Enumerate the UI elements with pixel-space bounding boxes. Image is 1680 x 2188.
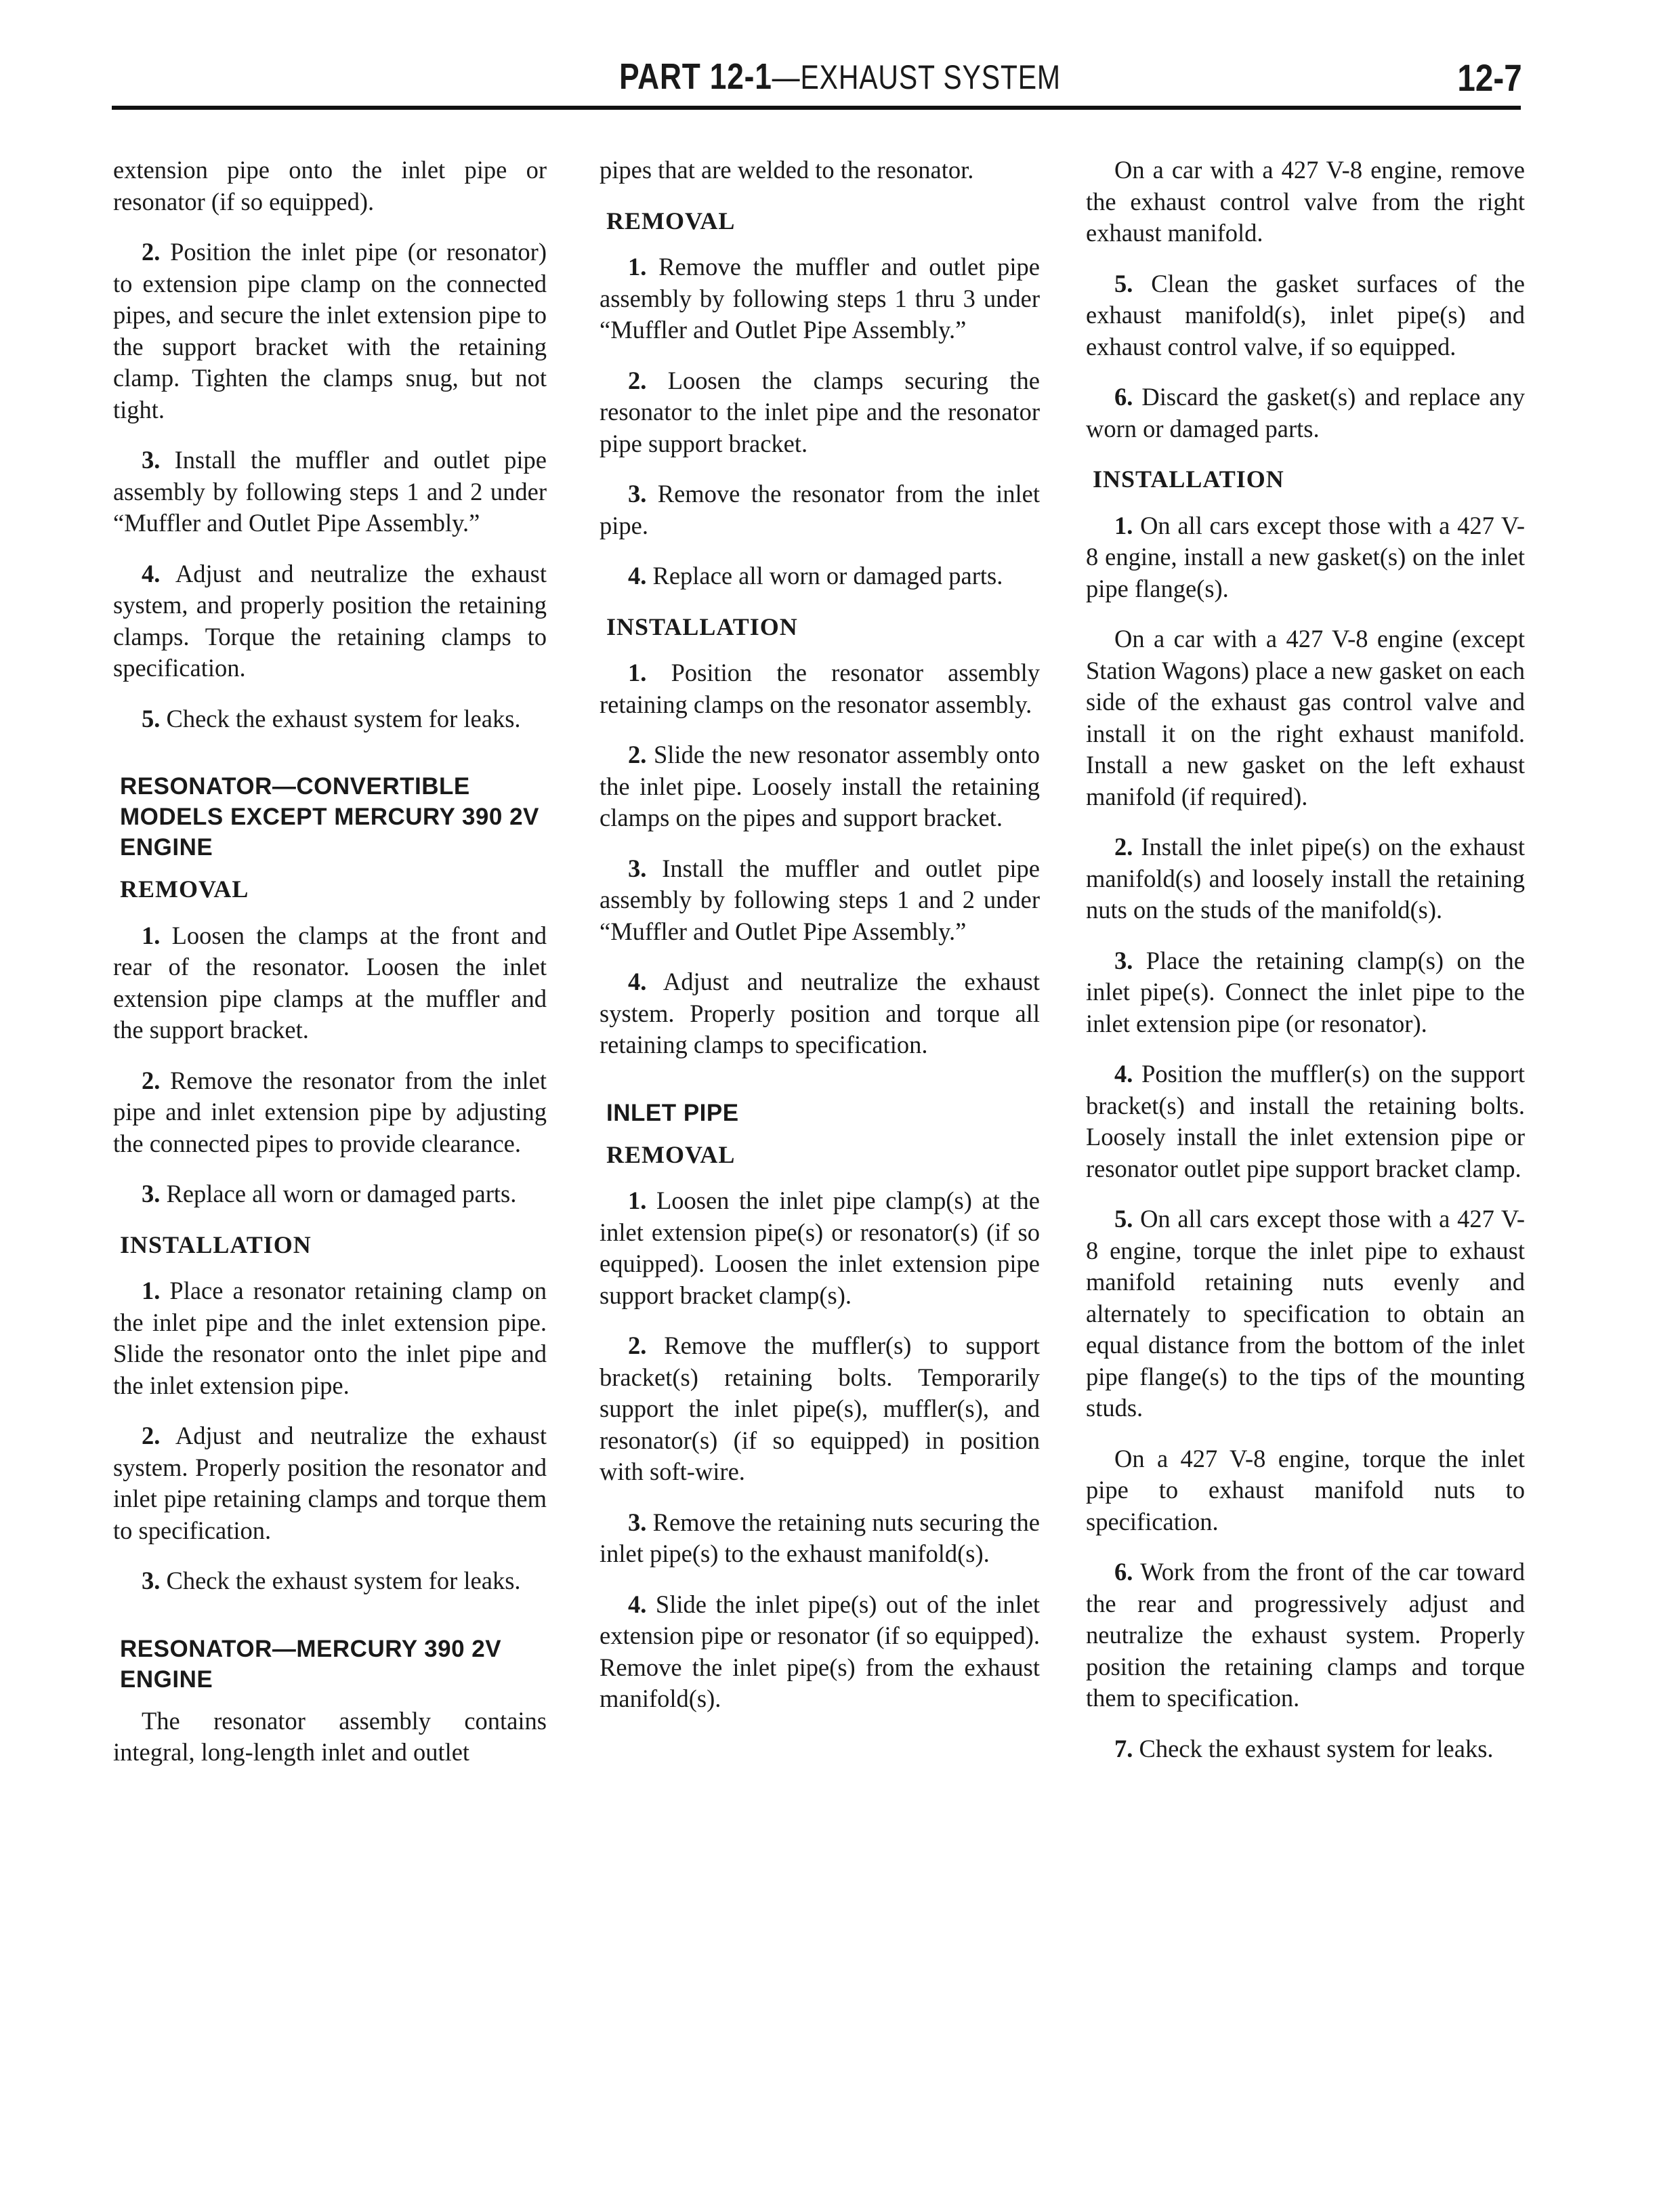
column-left: [113, 154, 547, 1788]
step-number: 3.: [142, 1180, 161, 1207]
section-heading: INLET PIPE: [606, 1099, 739, 1126]
subsection-heading: REMOVAL: [120, 875, 249, 903]
paragraph-text: Check the exhaust system for leaks.: [166, 704, 521, 732]
paragraph-text: Slide the new resonator assembly onto the inlet pipe. Loosely install the retaining clamps on the pipes and support bracket.: [600, 741, 1040, 831]
part-number: PART 12-1: [619, 56, 772, 97]
paragraph-text: The resonator assembly contains integral, long-length inlet and outlet: [113, 1706, 547, 1766]
subsection-heading: INSTALLATION: [1093, 466, 1284, 493]
step-number: 3.: [142, 446, 161, 474]
step-number: 2.: [142, 1066, 161, 1094]
paragraph-text: Check the exhaust system for leaks.: [1139, 1734, 1494, 1762]
section-heading: RESONATOR—MERCURY 390 2V ENGINE: [120, 1635, 502, 1693]
step-number: 4.: [1114, 1060, 1133, 1088]
numbered-step: [113, 236, 547, 426]
numbered-step: [113, 703, 547, 735]
paragraph-text: Install the muffler and outlet pipe assembly by following steps 1 and 2 under “Muffler and Outlet Pipe Assembly.”: [600, 854, 1040, 945]
column-middle: [600, 154, 1040, 1734]
numbered-step: [113, 1275, 547, 1401]
numbered-step: [600, 251, 1040, 346]
paragraph-text: pipes that are welded to the resonator.: [600, 156, 974, 184]
step-number: 1.: [142, 1277, 161, 1304]
step-number: 3.: [142, 1567, 161, 1594]
page-number: 12-7: [1457, 56, 1522, 99]
paragraph-text: Check the exhaust system for leaks.: [166, 1567, 521, 1594]
numbered-step: [1086, 268, 1525, 363]
paragraph-text: On a 427 V-8 engine, torque the inlet pipe to exhaust manifold nuts to specification.: [1086, 1444, 1525, 1535]
paragraph-text: Adjust and neutralize the exhaust system. Properly position and torque all retaining clamps to specification.: [600, 968, 1040, 1058]
paragraph: [1086, 623, 1525, 812]
paragraph-text: Position the inlet pipe (or resonator) to extension pipe clamp on the connected pipes, and secure the inlet extension pipe to the support bracket with the retaining clamp. Tighten the clamps snug, but not tight.: [113, 238, 547, 424]
step-number: 2.: [628, 1332, 647, 1359]
header-dash: —: [772, 58, 801, 96]
step-number: 3.: [628, 480, 647, 508]
step-number: 5.: [142, 704, 161, 732]
paragraph-text: Install the muffler and outlet pipe assembly by following steps 1 and 2 under “Muffler and Outlet Pipe Assembly.”: [113, 446, 547, 537]
numbered-step: [600, 739, 1040, 834]
step-number: 2.: [628, 366, 647, 394]
numbered-step: [600, 1330, 1040, 1488]
numbered-step: [113, 558, 547, 684]
page-header-title: [151, 56, 1529, 98]
paragraph-text: Loosen the clamps securing the resonator to the inlet pipe and the resonator pipe support bracket.: [600, 366, 1040, 457]
numbered-step: [1086, 381, 1525, 445]
paragraph-text: Adjust and neutralize the exhaust system. Properly position the resonator and inlet pipe retaining clamps and torque them to specification.: [113, 1422, 547, 1544]
numbered-step: [600, 365, 1040, 460]
paragraph-text: Remove the resonator from the inlet pipe.: [600, 480, 1041, 539]
step-number: 1.: [628, 659, 647, 686]
subsection-heading: INSTALLATION: [120, 1231, 312, 1258]
paragraph-text: Clean the gasket surfaces of the exhaust manifold(s), inlet pipe(s) and exhaust control valve, if so equipped.: [1086, 269, 1526, 360]
numbered-step: [600, 1185, 1040, 1311]
paragraph: [600, 154, 1040, 186]
numbered-step: [1086, 945, 1525, 1040]
step-number: 4.: [628, 968, 647, 995]
paragraph: [113, 1706, 547, 1769]
step-number: 6.: [1114, 1558, 1133, 1586]
numbered-step: [113, 920, 547, 1046]
paragraph-text: Position the muffler(s) on the support bracket(s) and install the retaining bolts. Loosely install the inlet extension pipe or resonator outlet pipe support bracket clamp.: [1086, 1060, 1525, 1182]
paragraph-text: Replace all worn or damaged parts.: [166, 1180, 517, 1207]
paragraph-text: Remove the muffler(s) to support bracket(s) retaining bolts. Temporarily support the inlet pipe(s), muffler(s), and resonator(s) (if so equipped) in position with soft-wire.: [600, 1332, 1041, 1485]
step-number: 3.: [1114, 946, 1133, 974]
numbered-step: [113, 1178, 547, 1210]
numbered-step: [1086, 510, 1525, 605]
paragraph-text: On a car with a 427 V-8 engine, remove the exhaust control valve from the right exhaust manifold.: [1086, 156, 1525, 247]
paragraph-text: Loosen the clamps at the front and rear of the resonator. Loosen the inlet extension pipe clamps at the muffler and the support bracket.: [113, 921, 547, 1044]
numbered-step: [113, 1420, 547, 1546]
paragraph-text: Place a resonator retaining clamp on the inlet pipe and the inlet extension pipe. Slide the resonator onto the inlet pipe and the inlet extension pipe.: [113, 1277, 547, 1399]
numbered-step: [113, 1065, 547, 1160]
paragraph-text: On all cars except those with a 427 V-8 engine, torque the inlet pipe to exhaust manifold retaining nuts evenly and alternately to specification to obtain an equal distance from the bottom of the inlet pipe flange(s) to the tips of the mounting studs.: [1086, 1205, 1526, 1422]
paragraph-text: extension pipe onto the inlet pipe or resonator (if so equipped).: [113, 156, 547, 215]
paragraph-text: Install the inlet pipe(s) on the exhaust manifold(s) and loosely install the retaining nuts on the studs of the manifold(s).: [1086, 833, 1526, 924]
paragraph-text: On all cars except those with a 427 V-8 engine, install a new gasket(s) on the inlet pipe flange(s).: [1086, 511, 1526, 602]
step-number: 5.: [1114, 269, 1133, 297]
paragraph: [1086, 1443, 1525, 1538]
paragraph-text: Adjust and neutralize the exhaust system, and properly position the retaining clamps. Torque the retaining clamps to specification.: [113, 559, 547, 682]
subsection-heading: REMOVAL: [606, 207, 736, 234]
numbered-step: [600, 1507, 1040, 1570]
numbered-step: [1086, 1203, 1525, 1424]
numbered-step: [1086, 1733, 1525, 1765]
column-right: [1086, 154, 1525, 1783]
numbered-step: [600, 1589, 1040, 1715]
numbered-step: [600, 478, 1040, 541]
step-number: 6.: [1114, 383, 1133, 411]
numbered-step: [1086, 1058, 1525, 1184]
paragraph-text: Work from the front of the car toward the rear and progressively adjust and neutralize the exhaust system. Properly position the retaining clamps and torque them to specification.: [1086, 1558, 1525, 1712]
numbered-step: [600, 560, 1040, 592]
step-number: 5.: [1114, 1205, 1133, 1233]
numbered-step: [113, 1565, 547, 1597]
paragraph-text: Loosen the inlet pipe clamp(s) at the inlet extension pipe(s) or resonator(s) (if so equipped). Loosen the inlet extension pipe support bracket clamp(s).: [600, 1186, 1040, 1309]
paragraph-text: On a car with a 427 V-8 engine (except Station Wagons) place a new gasket on each side of the exhaust gas control valve and install it on the right exhaust manifold. Install a new gasket on the left exhaust manifold (if required).: [1086, 625, 1525, 810]
numbered-step: [1086, 831, 1525, 926]
paragraph-text: Discard the gasket(s) and replace any worn or damaged parts.: [1086, 383, 1525, 442]
step-number: 2.: [142, 238, 161, 266]
step-number: 4.: [628, 562, 647, 590]
section-heading: RESONATOR—CONVERTIBLE MODELS EXCEPT MERCURY 390 2V ENGINE: [120, 773, 539, 861]
step-number: 1.: [628, 1186, 647, 1214]
numbered-step: [600, 966, 1040, 1061]
numbered-step: [600, 853, 1040, 948]
subsection-heading: REMOVAL: [606, 1140, 736, 1168]
step-number: 1.: [142, 921, 161, 949]
paragraph-text: Position the resonator assembly retaining clamps on the resonator assembly.: [600, 659, 1041, 718]
numbered-step: [600, 657, 1040, 720]
paragraph-text: Remove the muffler and outlet pipe assembly by following steps 1 thru 3 under “Muffler and Outlet Pipe Assembly.”: [600, 253, 1040, 344]
step-number: 1.: [628, 253, 647, 281]
step-number: 2.: [1114, 833, 1133, 861]
paragraph-text: Slide the inlet pipe(s) out of the inlet extension pipe or resonator (if so equipped). Remove the inlet pipe(s) from the exhaust manifold(s).: [600, 1590, 1040, 1712]
step-number: 2.: [628, 741, 647, 768]
paragraph-text: Place the retaining clamp(s) on the inlet pipe(s). Connect the inlet pipe to the inlet extension pipe (or resonator).: [1086, 946, 1526, 1037]
step-number: 7.: [1114, 1734, 1133, 1762]
numbered-step: [1086, 1556, 1525, 1714]
step-number: 4.: [142, 559, 161, 587]
step-number: 3.: [628, 854, 647, 882]
numbered-step: [113, 445, 547, 539]
paragraph: [113, 154, 547, 218]
paragraph: [1086, 154, 1525, 249]
step-number: 1.: [1114, 511, 1133, 539]
step-number: 4.: [628, 1590, 647, 1618]
header-rule: [112, 106, 1521, 110]
paragraph-text: Remove the resonator from the inlet pipe and inlet extension pipe by adjusting the connected pipes to provide clearance.: [113, 1066, 547, 1157]
step-number: 2.: [142, 1422, 161, 1449]
step-number: 3.: [628, 1508, 647, 1536]
paragraph-text: Remove the retaining nuts securing the inlet pipe(s) to the exhaust manifold(s).: [600, 1508, 1040, 1567]
paragraph-text: Replace all worn or damaged parts.: [652, 562, 1003, 590]
section-title: EXHAUST SYSTEM: [800, 58, 1061, 96]
subsection-heading: INSTALLATION: [606, 613, 798, 640]
